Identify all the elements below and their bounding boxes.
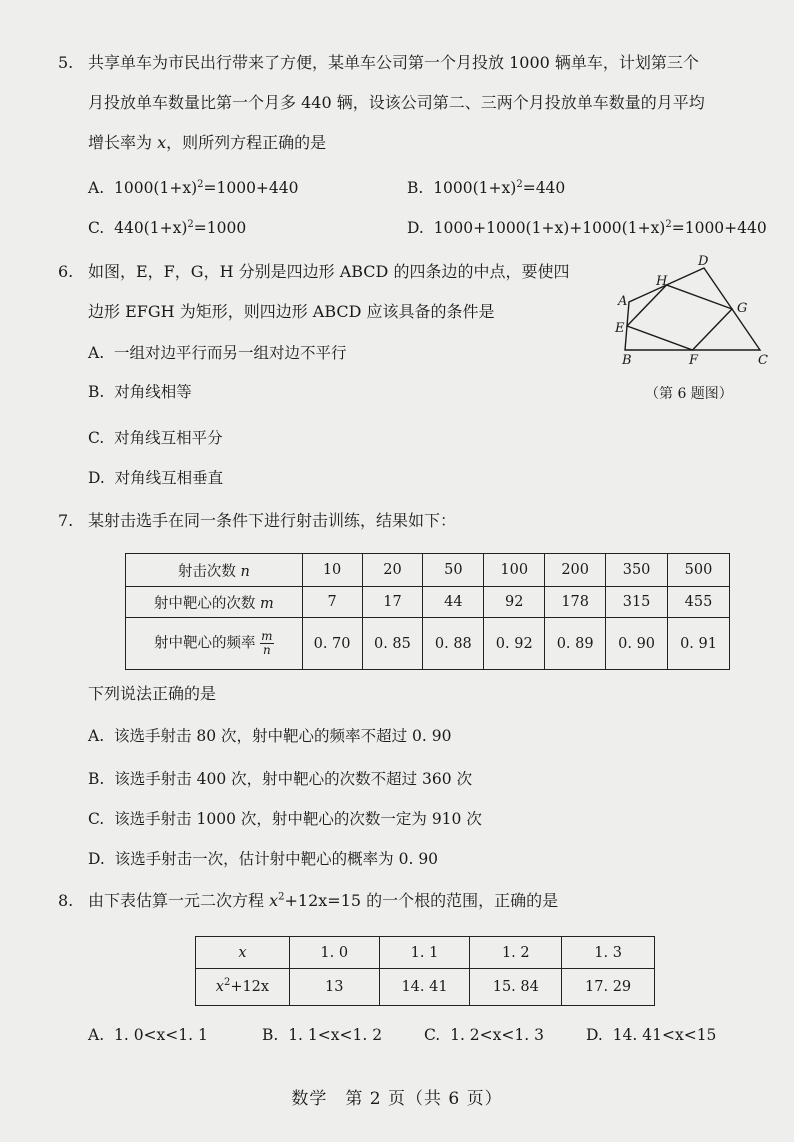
q8-option-a: A. 1. 0<x<1. 1 bbox=[88, 1026, 208, 1044]
q6-figure-caption: （第 6 题图） bbox=[645, 386, 733, 402]
table-cell: 17 bbox=[362, 587, 423, 618]
point-label-a: A bbox=[618, 294, 628, 309]
table-cell: 7 bbox=[302, 587, 362, 618]
row-header-shots: 射击次数 n bbox=[126, 554, 303, 587]
table-cell: 1. 0 bbox=[289, 937, 379, 969]
table-cell: 92 bbox=[484, 587, 545, 618]
q7-option-b: B. 该选手射击 400 次，射中靶心的次数不超过 360 次 bbox=[88, 770, 473, 788]
q5-line3: 增长率为 x，则所列方程正确的是 bbox=[88, 133, 327, 152]
q7-line1: 某射击选手在同一条件下进行射击训练，结果如下： bbox=[88, 511, 457, 530]
q8-number: 8. bbox=[58, 891, 74, 910]
q6-quadrilateral-figure bbox=[612, 252, 777, 367]
table-cell: 0. 92 bbox=[484, 618, 545, 670]
q6-option-d: D. 对角线互相垂直 bbox=[88, 469, 224, 487]
table-cell: 0. 91 bbox=[668, 618, 730, 670]
table-row bbox=[196, 937, 655, 969]
table-cell: 1. 3 bbox=[562, 937, 655, 969]
table-cell: 15. 84 bbox=[470, 969, 562, 1006]
row-header-frequency: 射中靶心的频率 $\frac{m}{n}$ bbox=[126, 618, 303, 670]
row-header-x: x bbox=[196, 937, 290, 969]
table-cell: 350 bbox=[606, 554, 668, 587]
point-label-d: D bbox=[698, 254, 709, 269]
table-cell: 44 bbox=[423, 587, 484, 618]
q7-prompt: 下列说法正确的是 bbox=[88, 684, 217, 703]
q6-option-a: A. 一组对边平行而另一组对边不平行 bbox=[88, 344, 347, 362]
q6-number: 6. bbox=[58, 262, 74, 281]
point-label-h: H bbox=[656, 274, 668, 289]
q6-option-c: C. 对角线互相平分 bbox=[88, 429, 223, 447]
q7-data-table bbox=[125, 553, 730, 670]
q8-data-table bbox=[195, 936, 655, 1006]
q7-number: 7. bbox=[58, 511, 74, 530]
table-cell: 1. 1 bbox=[379, 937, 470, 969]
table-row bbox=[126, 554, 730, 587]
fraction-m-over-n: $\frac{m}{n}$ bbox=[261, 629, 273, 657]
table-cell: 178 bbox=[545, 587, 606, 618]
table-cell: 0. 88 bbox=[423, 618, 484, 670]
q7-option-c: C. 该选手射击 1000 次，射中靶心的次数一定为 910 次 bbox=[88, 810, 482, 828]
table-cell: 0. 70 bbox=[302, 618, 362, 670]
q8-line1: 由下表估算一元二次方程 $x^2+12x=15$ 的一个根的范围，正确的是 bbox=[88, 891, 559, 910]
q7-option-d: D. 该选手射击一次，估计射中靶心的概率为 0. 90 bbox=[88, 850, 439, 868]
table-cell: 1. 2 bbox=[470, 937, 562, 969]
q8-option-c: C. 1. 2<x<1. 3 bbox=[424, 1026, 544, 1044]
table-cell: 200 bbox=[545, 554, 606, 587]
q5-option-a: A. $1000(1+x)^2=1000+440$ bbox=[88, 178, 299, 197]
quadrilateral-efgh bbox=[627, 285, 732, 350]
table-cell: 0. 90 bbox=[606, 618, 668, 670]
q6-line2: 边形 EFGH 为矩形，则四边形 ABCD 应该具备的条件是 bbox=[88, 302, 495, 321]
table-cell: 10 bbox=[302, 554, 362, 587]
q5-option-c: C. $440(1+x)^2=1000$ bbox=[88, 218, 247, 237]
point-label-b: B bbox=[622, 353, 632, 367]
q5-option-d: D. $1000+1000(1+x)+1000(1+x)^2=1000+440$ bbox=[407, 218, 767, 237]
table-cell: 315 bbox=[606, 587, 668, 618]
table-cell: 13 bbox=[289, 969, 379, 1006]
row-header-expression: $x^2+12x$ bbox=[196, 969, 290, 1006]
q5-line2: 月投放单车数量比第一个月多 440 辆，设该公司第二、三两个月投放单车数量的月平均 bbox=[88, 93, 705, 112]
table-cell: 14. 41 bbox=[379, 969, 470, 1006]
table-cell: 17. 29 bbox=[562, 969, 655, 1006]
point-label-c: C bbox=[758, 353, 768, 367]
table-row bbox=[126, 618, 730, 670]
point-label-e: E bbox=[615, 321, 625, 336]
q5-line1: 共享单车为市民出行带来了方便，某单车公司第一个月投放 1000 辆单车，计划第三个 bbox=[88, 53, 699, 72]
point-label-g: G bbox=[737, 301, 748, 316]
point-label-f: F bbox=[689, 353, 699, 367]
table-cell: 500 bbox=[668, 554, 730, 587]
row-header-hits: 射中靶心的次数 m bbox=[126, 587, 303, 618]
table-cell: 100 bbox=[484, 554, 545, 587]
q5-number: 5. bbox=[58, 53, 74, 72]
q6-line1: 如图，E，F，G，H 分别是四边形 ABCD 的四条边的中点，要使四 bbox=[88, 262, 570, 281]
q8-option-d: D. 14. 41<x<15 bbox=[586, 1026, 717, 1044]
table-row bbox=[126, 587, 730, 618]
table-cell: 455 bbox=[668, 587, 730, 618]
table-cell: 50 bbox=[423, 554, 484, 587]
q7-option-a: A. 该选手射击 80 次，射中靶心的频率不超过 0. 90 bbox=[88, 727, 452, 745]
q8-option-b: B. 1. 1<x<1. 2 bbox=[262, 1026, 383, 1044]
table-cell: 0. 89 bbox=[545, 618, 606, 670]
table-cell: 0. 85 bbox=[362, 618, 423, 670]
page-footer: 数学 第 2 页（共 6 页） bbox=[291, 1089, 503, 1109]
table-cell: 20 bbox=[362, 554, 423, 587]
q5-option-b: B. $1000(1+x)^2=440$ bbox=[407, 178, 566, 197]
table-row bbox=[196, 969, 655, 1006]
q6-option-b: B. 对角线相等 bbox=[88, 383, 192, 401]
